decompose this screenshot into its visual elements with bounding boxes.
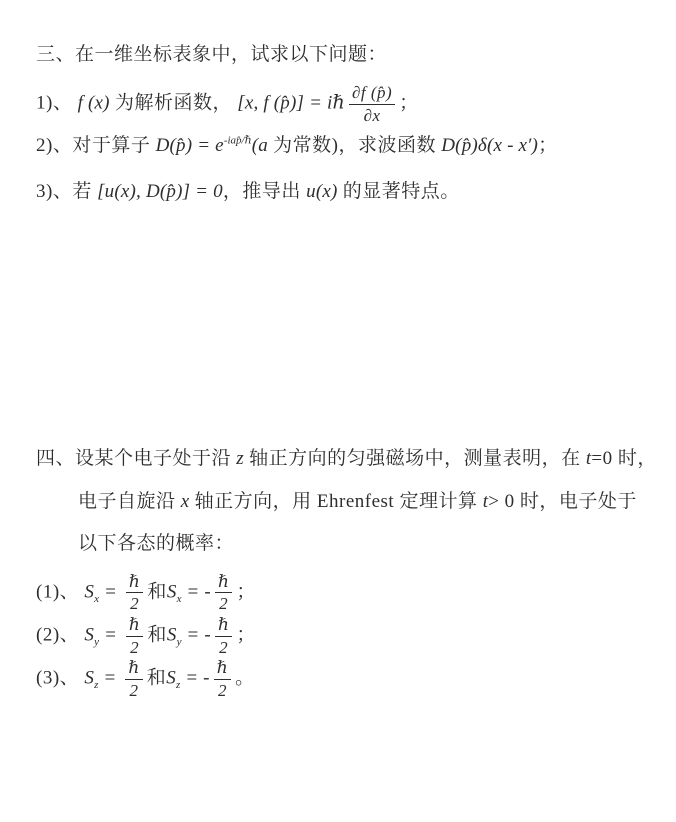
math-run: = - bbox=[181, 581, 211, 603]
fraction-denominator: 2 bbox=[219, 637, 229, 657]
text-run: 为解析函数， bbox=[109, 92, 238, 114]
fraction-numerator: ℏ bbox=[126, 572, 143, 594]
fraction bbox=[125, 658, 142, 700]
text-run: 轴正方向的匀强磁场中，测量表明，在 bbox=[243, 448, 586, 469]
text-run: ； bbox=[236, 581, 256, 603]
math-run: = - bbox=[180, 667, 210, 689]
text-run: =0 时， bbox=[591, 448, 657, 469]
text-run: 1)、 bbox=[36, 92, 78, 114]
text-run: 电子自旋沿 bbox=[78, 490, 181, 512]
text-run: 和 bbox=[147, 581, 167, 603]
text-run: 为常数)，求波函数 bbox=[267, 135, 442, 157]
problem-three-item-1 bbox=[36, 83, 658, 125]
math-run: = bbox=[98, 667, 122, 689]
fraction-denominator: 2 bbox=[219, 594, 229, 614]
math-run: D(p̂)δ(x - x′) bbox=[441, 135, 539, 157]
fraction bbox=[349, 83, 395, 125]
text-run: 2)、对于算子 bbox=[36, 135, 156, 157]
math-run: = bbox=[99, 624, 122, 646]
math-run: f (x) bbox=[77, 92, 110, 114]
math-run: [u(x), D(p̂)] = 0 bbox=[97, 181, 223, 203]
math-run: D(p̂) = e bbox=[155, 135, 224, 157]
math-subscript: x bbox=[176, 593, 182, 606]
math-run: [x, f (p̂)] = iℏ bbox=[237, 92, 345, 114]
text-run: (1)、 bbox=[36, 581, 85, 603]
fraction-numerator: ∂f (p̂) bbox=[349, 83, 395, 105]
fraction-numerator: ℏ bbox=[215, 572, 232, 594]
text-run: 四、设某个电子处于沿 bbox=[36, 448, 237, 469]
math-run: = - bbox=[181, 624, 211, 646]
problem-four bbox=[36, 446, 658, 700]
math-run: t bbox=[585, 448, 592, 469]
math-run: t bbox=[482, 490, 489, 512]
fraction-denominator: ∂x bbox=[363, 105, 381, 125]
fraction bbox=[215, 615, 232, 657]
fraction bbox=[126, 615, 143, 657]
math-run: = bbox=[99, 581, 122, 603]
text-run: ； bbox=[399, 92, 419, 114]
fraction-denominator: 2 bbox=[217, 680, 227, 700]
text-run: (2)、 bbox=[36, 624, 85, 646]
problem-four-heading bbox=[36, 446, 658, 473]
math-subscript: y bbox=[176, 636, 182, 649]
text-run: ； bbox=[236, 624, 256, 646]
math-run: S bbox=[166, 624, 177, 646]
math-run: S bbox=[84, 624, 95, 646]
fraction-denominator: 2 bbox=[130, 637, 140, 657]
text-run: 和 bbox=[146, 667, 167, 689]
math-superscript: -iap̂/ℏ bbox=[223, 134, 252, 147]
text-run: 和 bbox=[147, 624, 167, 646]
text-run: 轴正方向，用 Ehrenfest 定理计算 bbox=[189, 490, 483, 512]
fraction bbox=[215, 572, 232, 614]
text-run: ； bbox=[538, 135, 558, 157]
text-run: 的显著特点。 bbox=[337, 181, 460, 203]
fraction bbox=[214, 658, 231, 700]
fraction-numerator: ℏ bbox=[214, 658, 231, 680]
math-run: S bbox=[84, 581, 95, 603]
math-subscript: z bbox=[94, 679, 99, 692]
fraction-numerator: ℏ bbox=[125, 658, 142, 680]
math-subscript: y bbox=[94, 636, 99, 649]
problem-three bbox=[36, 42, 658, 206]
fraction-denominator: 2 bbox=[129, 680, 139, 700]
problem-four-item-3 bbox=[36, 658, 658, 700]
math-run: z bbox=[236, 448, 244, 469]
problem-three-item-3 bbox=[36, 179, 658, 206]
math-run: S bbox=[166, 581, 177, 603]
problem-three-heading bbox=[36, 42, 658, 69]
math-subscript: x bbox=[94, 593, 99, 606]
problem-four-item-1 bbox=[36, 572, 658, 614]
text-run: 。 bbox=[235, 667, 255, 689]
math-run: x bbox=[180, 490, 190, 512]
math-run: S bbox=[84, 667, 95, 689]
text-run: 3)、若 bbox=[36, 181, 98, 203]
fraction-numerator: ℏ bbox=[126, 615, 143, 637]
fraction-numerator: ℏ bbox=[215, 615, 232, 637]
fraction bbox=[126, 572, 143, 614]
problem-four-item-2 bbox=[36, 615, 658, 657]
text-run: 三、在一维坐标表象中，试求以下问题： bbox=[36, 44, 388, 65]
math-subscript: z bbox=[175, 679, 181, 692]
problem-three-item-2 bbox=[36, 133, 658, 160]
problem-four-line-2 bbox=[78, 489, 658, 516]
document-body bbox=[36, 42, 658, 700]
text-run: ，推导出 bbox=[222, 181, 307, 203]
text-run: 以下各态的概率： bbox=[78, 532, 235, 554]
problem-four-line-3 bbox=[78, 531, 658, 558]
math-run: S bbox=[166, 667, 176, 689]
math-run: (a bbox=[251, 135, 268, 157]
math-run: u(x) bbox=[306, 181, 338, 203]
text-run: > 0 时，电子处于 bbox=[488, 490, 637, 512]
fraction-denominator: 2 bbox=[130, 594, 140, 614]
text-run: (3)、 bbox=[36, 667, 85, 689]
